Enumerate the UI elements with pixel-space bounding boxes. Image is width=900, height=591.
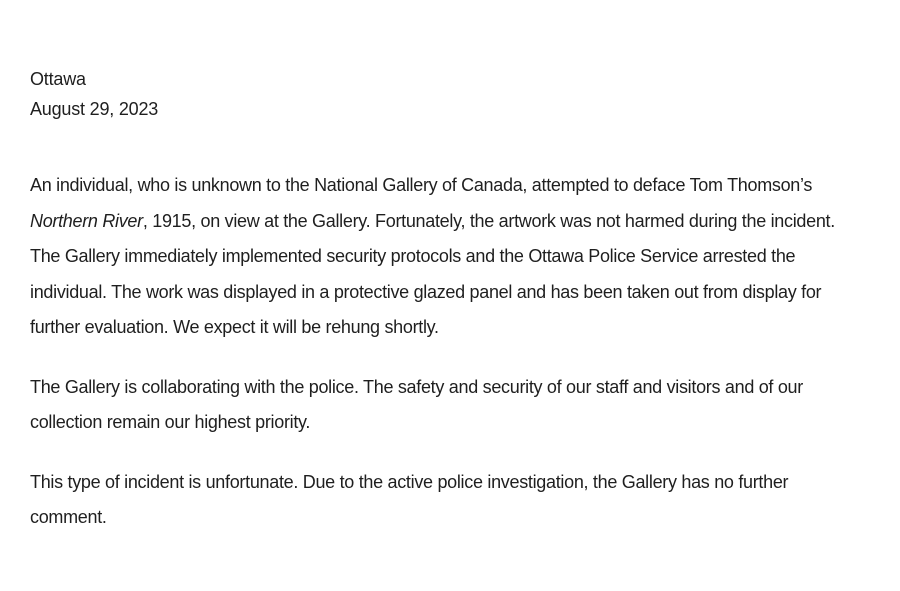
paragraph-line: comment. [30,507,107,527]
paragraph-line: further evaluation. We expect it will be rehung shortly. [30,317,439,337]
paragraph-line: An individual, who is unknown to the National Gallery of Canada, attempted to deface Tom Thomson’s [30,175,813,195]
paragraph-collaboration [30,370,892,441]
paragraph-line: The Gallery immediately implemented security protocols and the Ottawa Police Service arrested the [30,246,796,266]
paragraph-line: This type of incident is unfortunate. Due to the active police investigation, the Gallery has no further [30,471,789,492]
paragraph-line: individual. The work was displayed in a protective glazed panel and has been taken out from display for [30,281,822,302]
paragraph-line-text: , 1915, on view at the Gallery. Fortunately, the artwork was not harmed during the incident. [142,210,835,231]
paragraph-line [30,204,892,240]
press-statement [30,64,892,536]
artwork-title: Northern River [30,210,143,231]
statement-date: August 29, 2023 [30,99,159,119]
paragraph-incident [30,168,892,346]
paragraph-line: collection remain our highest priority. [30,412,311,432]
statement-location: Ottawa [30,69,86,89]
paragraph-line: The Gallery is collaborating with the police. The safety and security of our staff and visitors and of our [30,376,803,397]
paragraph-no-comment [30,465,892,536]
